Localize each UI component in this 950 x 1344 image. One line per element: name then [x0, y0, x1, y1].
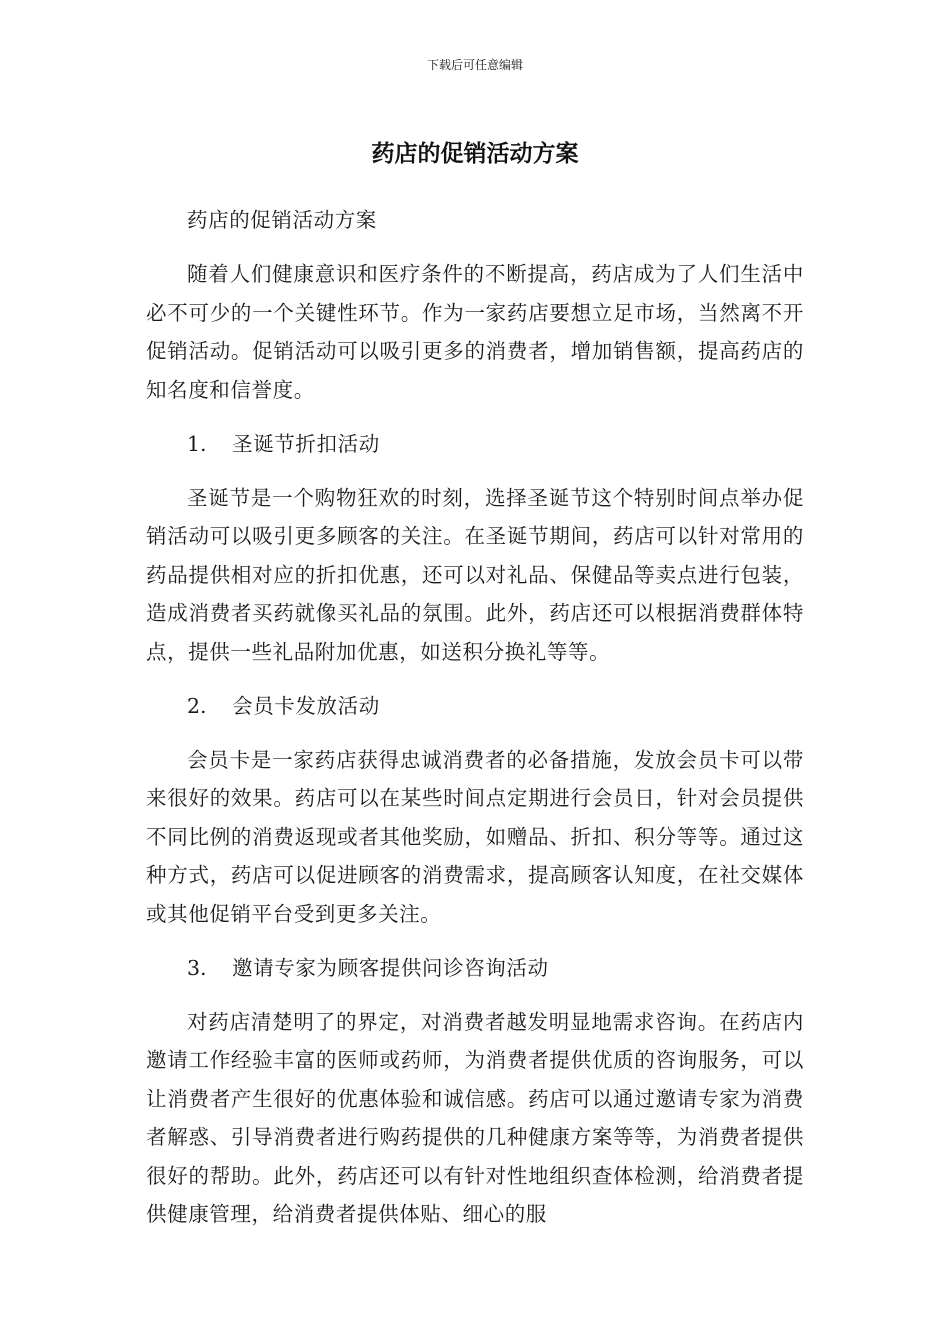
- section-heading-text: 邀请专家为顾客提供问诊咨询活动: [232, 955, 549, 980]
- document-body: [146, 201, 804, 1249]
- section-body-2: 会员卡是一家药店获得忠诚消费者的必备措施，发放会员卡可以带来很好的效果。药店可以在某些时间点定期进行会员日，针对会员提供不同比例的消费返现或者其他奖励，如赠品、折扣、积分等等。通过这种方式，药店可以促进顾客的消费需求，提高顾客认知度，在社交媒体或其他促销平台受到更多关注。: [146, 747, 804, 926]
- section-body-3: 对药店清楚明了的界定，对消费者越发明显地需求咨询。在药店内邀请工作经验丰富的医师或药师，为消费者提供优质的咨询服务，可以让消费者产生很好的优惠体验和诚信感。药店可以通过邀请专家为消费者解惑、引导消费者进行购药提供的几种健康方案等等，为消费者提供很好的帮助。此外，药店还可以有针对性地组织查体检测，给消费者提供健康管理，给消费者提供体贴、细心的服: [146, 1009, 804, 1226]
- header-note: 下载后可任意编辑: [426, 58, 523, 72]
- section-heading-text: 会员卡发放活动: [232, 693, 380, 718]
- intro-paragraph: 随着人们健康意识和医疗条件的不断提高，药店成为了人们生活中必不可少的一个关键性环节。作为一家药店要想立足市场，当然离不开促销活动。促销活动可以吸引更多的消费者，增加销售额，提高药店的知名度和信誉度。: [146, 262, 804, 402]
- section-heading-1: [146, 425, 804, 464]
- document-title: 药店的促销活动方案: [371, 141, 579, 167]
- subtitle-paragraph: 药店的促销活动方案: [187, 208, 377, 232]
- section-number: 1.: [187, 431, 207, 456]
- section-heading-2: [146, 687, 804, 726]
- section-body-1: 圣诞节是一个购物狂欢的时刻，选择圣诞节这个特别时间点举办促销活动可以吸引更多顾客的关注。在圣诞节期间，药店可以针对常用的药品提供相对应的折扣优惠，还可以对礼品、保健品等卖点进行包装，造成消费者买药就像买礼品的氛围。此外，药店还可以根据消费群体特点，提供一些礼品附加优惠，如送积分换礼等等。: [146, 485, 804, 664]
- section-number: 2.: [187, 693, 207, 718]
- section-number: 3.: [187, 955, 207, 980]
- section-heading-text: 圣诞节折扣活动: [232, 431, 380, 456]
- section-heading-3: [146, 949, 804, 988]
